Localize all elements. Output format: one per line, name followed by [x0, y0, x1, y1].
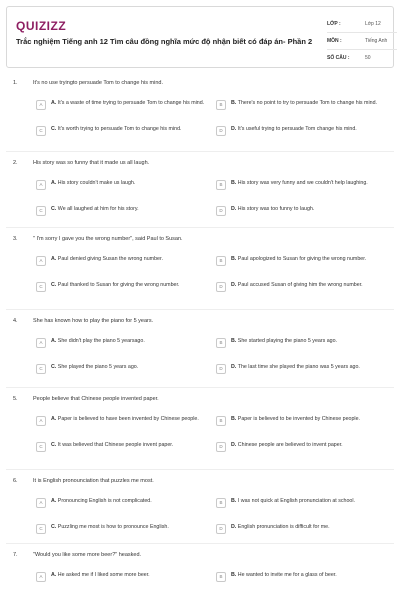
option-prefix: A.: [51, 498, 57, 504]
option-prefix: A.: [51, 338, 57, 344]
option-body: His story was very funny and we couldn't help laughing.: [237, 180, 368, 186]
option-text: [231, 572, 391, 580]
option-letter-badge: B: [216, 100, 226, 110]
option-body: Paul accused Susan of giving him the wrong number.: [237, 282, 363, 288]
question-text: "Would you like some more beer?" heasked.: [33, 552, 142, 558]
option-body: It was believed that Chinese people invent paper.: [57, 442, 174, 448]
option-text: [231, 126, 391, 134]
meta-label: SỐ CÂU :: [327, 55, 350, 61]
option-letter-badge: D: [216, 206, 226, 216]
option-text: [51, 282, 211, 290]
question-number: 7.: [13, 552, 18, 558]
option-text: [51, 572, 211, 580]
option-body: I was not quick at English pronunciation at school.: [237, 498, 355, 504]
option-prefix: C.: [51, 126, 57, 132]
meta-row-count: [327, 50, 397, 66]
option-letter-badge: C: [36, 442, 46, 452]
option-text: [51, 180, 211, 188]
option-letter-badge: B: [216, 416, 226, 426]
option-prefix: D.: [231, 206, 237, 212]
option-text: [231, 206, 391, 214]
option-body: Paul denied giving Susan the wrong number.: [57, 256, 163, 262]
question-divider: [6, 543, 394, 544]
question-divider: [6, 227, 394, 228]
option-letter-badge: C: [36, 206, 46, 216]
option-text: [51, 126, 211, 134]
option-prefix: C.: [51, 364, 57, 370]
meta-label: LỚP :: [327, 21, 341, 27]
meta-label: MÔN :: [327, 38, 342, 44]
question-divider: [6, 469, 394, 470]
option-text: [51, 442, 211, 450]
option-text: [231, 364, 391, 372]
option-body: Pronouncing English is not complicated.: [57, 498, 152, 504]
option-body: He asked me if I liked some more beer.: [57, 572, 150, 578]
question-number: 6.: [13, 478, 18, 484]
option-letter-badge: D: [216, 126, 226, 136]
option-letter-badge: C: [36, 126, 46, 136]
option-letter-badge: C: [36, 282, 46, 292]
option-prefix: B.: [231, 180, 237, 186]
option-letter-badge: B: [216, 256, 226, 266]
option-body: She played the piano 5 years ago.: [57, 364, 139, 370]
question-divider: [6, 309, 394, 310]
option-body: His story was too funny to laugh.: [237, 206, 315, 212]
question-divider: [6, 151, 394, 152]
question-text: " I'm sorry I gave you the wrong number", said Paul to Susan.: [33, 236, 183, 242]
option-prefix: D.: [231, 126, 237, 132]
option-prefix: D.: [231, 524, 237, 530]
option-text: [231, 416, 391, 424]
option-prefix: B.: [231, 256, 237, 262]
option-text: [231, 498, 391, 506]
option-letter-badge: B: [216, 180, 226, 190]
option-prefix: B.: [231, 416, 237, 422]
option-body: It's worth trying to persuade Tom to change his mind.: [57, 126, 182, 132]
meta-row-grade: [327, 16, 397, 33]
option-text: [51, 364, 211, 372]
option-letter-badge: D: [216, 282, 226, 292]
question-text: It's no use tryingto persuade Tom to change his mind.: [33, 80, 163, 86]
option-text: [51, 206, 211, 214]
option-text: [51, 256, 211, 264]
question-number: 1.: [13, 80, 18, 86]
option-letter-badge: D: [216, 524, 226, 534]
meta-value: Tiếng Anh: [365, 38, 388, 44]
option-prefix: A.: [51, 256, 57, 262]
meta-row-subject: [327, 33, 397, 50]
option-letter-badge: D: [216, 364, 226, 374]
option-text: [231, 524, 391, 532]
option-letter-badge: B: [216, 498, 226, 508]
option-prefix: C.: [51, 524, 57, 530]
option-letter-badge: A: [36, 338, 46, 348]
option-body: There's no point to try to persuade Tom to change his mind.: [237, 100, 378, 106]
option-letter-badge: C: [36, 364, 46, 374]
question-text: She has known how to play the piano for 5 years.: [33, 318, 154, 324]
option-text: [231, 180, 391, 188]
option-body: His story couldn't make us laugh.: [57, 180, 136, 186]
option-body: It's useful trying to persuade Tom change his mind.: [237, 126, 357, 132]
meta-value: Lớp 12: [365, 21, 381, 27]
option-letter-badge: B: [216, 572, 226, 582]
option-prefix: C.: [51, 442, 57, 448]
option-body: Paul thanked to Susan for giving the wrong number.: [57, 282, 180, 288]
option-letter-badge: A: [36, 256, 46, 266]
option-letter-badge: A: [36, 100, 46, 110]
document-title: Trắc nghiệm Tiếng anh 12 Tìm câu đồng nghĩa mức độ nhận biết có đáp án- Phần 2: [16, 37, 313, 46]
option-text: [51, 498, 211, 506]
option-body: Paper is believed to be invented by Chinese people.: [237, 416, 361, 422]
option-prefix: C.: [51, 282, 57, 288]
option-letter-badge: B: [216, 338, 226, 348]
option-prefix: A.: [51, 572, 57, 578]
option-letter-badge: C: [36, 524, 46, 534]
question-text: His story was so funny that it made us all laugh.: [33, 160, 150, 166]
option-text: [231, 442, 391, 450]
option-body: She didn't play the piano 5 yearsago.: [57, 338, 145, 344]
option-body: English pronunciation is difficult for me.: [237, 524, 330, 530]
option-text: [51, 416, 211, 424]
option-body: Chinese people are believed to invent paper.: [237, 442, 343, 448]
option-body: We all laughed at him for his story.: [57, 206, 139, 212]
option-prefix: A.: [51, 100, 57, 106]
option-body: The last time she played the piano was 5 years ago.: [237, 364, 360, 370]
option-prefix: B.: [231, 572, 237, 578]
option-prefix: A.: [51, 180, 57, 186]
option-prefix: B.: [231, 498, 237, 504]
option-prefix: D.: [231, 364, 237, 370]
question-text: It is English pronounciation that puzzles me most.: [33, 478, 154, 484]
question-number: 5.: [13, 396, 18, 402]
quizizz-logo: QUIZIZZ: [16, 19, 67, 33]
option-prefix: A.: [51, 416, 57, 422]
option-body: It's a waste of time trying to persuade Tom to change his mind.: [57, 100, 205, 106]
option-body: He wanted to invite me for a glass of beer.: [237, 572, 337, 578]
meta-value: 50: [365, 55, 371, 61]
option-text: [51, 100, 211, 108]
option-letter-badge: A: [36, 180, 46, 190]
question-divider: [6, 387, 394, 388]
option-text: [231, 100, 391, 108]
option-prefix: D.: [231, 282, 237, 288]
option-letter-badge: D: [216, 442, 226, 452]
question-number: 2.: [13, 160, 18, 166]
option-prefix: D.: [231, 442, 237, 448]
option-letter-badge: A: [36, 498, 46, 508]
document-meta: [327, 16, 397, 66]
option-body: Paper is believed to have been invented by Chinese people.: [57, 416, 199, 422]
question-text: People believe that Chinese people invented paper.: [33, 396, 159, 402]
option-body: Puzzling me most is how to pronounce English.: [57, 524, 169, 530]
question-number: 3.: [13, 236, 18, 242]
option-prefix: C.: [51, 206, 57, 212]
option-text: [231, 256, 391, 264]
document-header: [6, 6, 394, 68]
option-text: [51, 338, 211, 346]
question-number: 4.: [13, 318, 18, 324]
option-text: [51, 524, 211, 532]
option-body: She started playing the piano 5 years ago.: [237, 338, 338, 344]
option-prefix: B.: [231, 338, 237, 344]
option-body: Paul apologized to Susan for giving the wrong number.: [237, 256, 367, 262]
option-text: [231, 338, 391, 346]
option-letter-badge: A: [36, 416, 46, 426]
option-text: [231, 282, 391, 290]
option-prefix: B.: [231, 100, 237, 106]
option-letter-badge: A: [36, 572, 46, 582]
